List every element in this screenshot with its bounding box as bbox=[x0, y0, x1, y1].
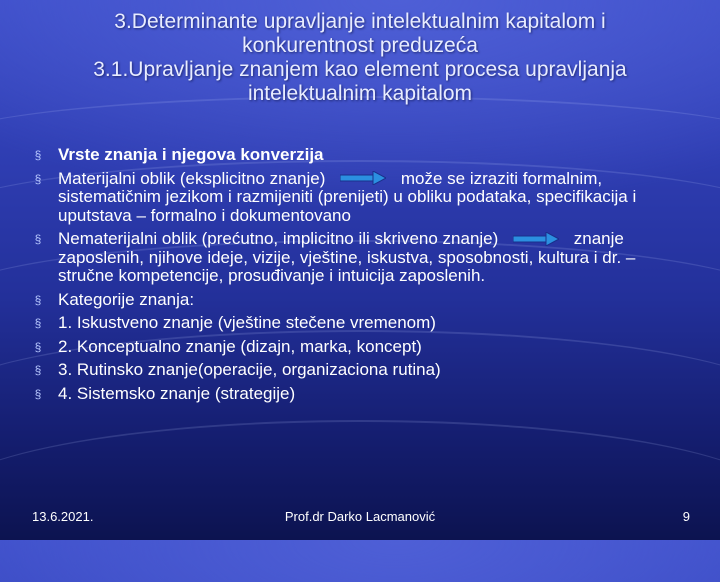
bullet-text: 3. Rutinsko znanje(operacije, organizaciona rutina) bbox=[58, 360, 441, 379]
bullet-text: znanje zaposlenih, njihove ideje, vizije, vještine, iskustva, sposobnosti, kultura i dr. – stručne kompetencije, prosuđivanje i intuicija zaposlenih. bbox=[58, 229, 636, 285]
bullet-icon: § bbox=[34, 339, 42, 354]
bullet-item bbox=[32, 230, 692, 286]
bullet-item bbox=[32, 385, 692, 404]
footer-author: Prof.dr Darko Lacmanović bbox=[284, 509, 436, 524]
bullet-list bbox=[32, 146, 692, 408]
bullet-icon: § bbox=[34, 316, 42, 330]
bullet-text: može se izraziti formalnim, sistematičnim jezikom i razmijeniti (prenijeti) u obliku podataka, specifikacija i uputstava – formalno i dokumentovano bbox=[58, 168, 637, 225]
bullet-icon: § bbox=[34, 171, 42, 186]
title-line: 3.1.Upravljanje znanjem kao element procesa upravljanja bbox=[93, 58, 627, 81]
bullet-item bbox=[32, 314, 692, 333]
bullet-item bbox=[32, 146, 692, 165]
bullet-item bbox=[32, 170, 692, 226]
right-arrow-icon bbox=[340, 171, 386, 185]
bullet-text: Materijalni oblik (eksplicitno znanje) bbox=[58, 168, 326, 188]
bullet-item bbox=[32, 361, 692, 380]
slide-title bbox=[20, 10, 700, 106]
bullet-item bbox=[32, 291, 692, 310]
title-line: konkurentnost preduzeća bbox=[242, 34, 478, 57]
title-line: 3.Determinante upravljanje intelektualnim kapitalom i bbox=[114, 10, 606, 33]
title-line: intelektualnim kapitalom bbox=[247, 82, 473, 105]
bullet-text: 2. Konceptualno znanje (dizajn, marka, koncept) bbox=[58, 336, 422, 356]
bullet-icon: § bbox=[34, 386, 42, 401]
bullet-text: Vrste znanja i njegova konverzija bbox=[58, 145, 324, 164]
right-arrow-icon bbox=[513, 232, 559, 246]
bullet-icon: § bbox=[34, 232, 42, 246]
footer-date: 13.6.2021. bbox=[32, 509, 94, 524]
bullet-item bbox=[32, 338, 692, 357]
bullet-text: Nematerijalni oblik (prećutno, implicitno ili skriveno znanje) bbox=[58, 229, 499, 248]
bullet-text: Kategorije znanja: bbox=[58, 289, 195, 309]
page-number: 9 bbox=[682, 509, 690, 524]
bullet-text: 1. Iskustveno znanje (vještine stečene vremenom) bbox=[58, 313, 436, 332]
bullet-icon: § bbox=[34, 363, 42, 377]
bullet-icon: § bbox=[34, 148, 42, 162]
bullet-icon: § bbox=[34, 292, 42, 307]
bullet-text: 4. Sistemsko znanje (strategije) bbox=[58, 383, 296, 403]
